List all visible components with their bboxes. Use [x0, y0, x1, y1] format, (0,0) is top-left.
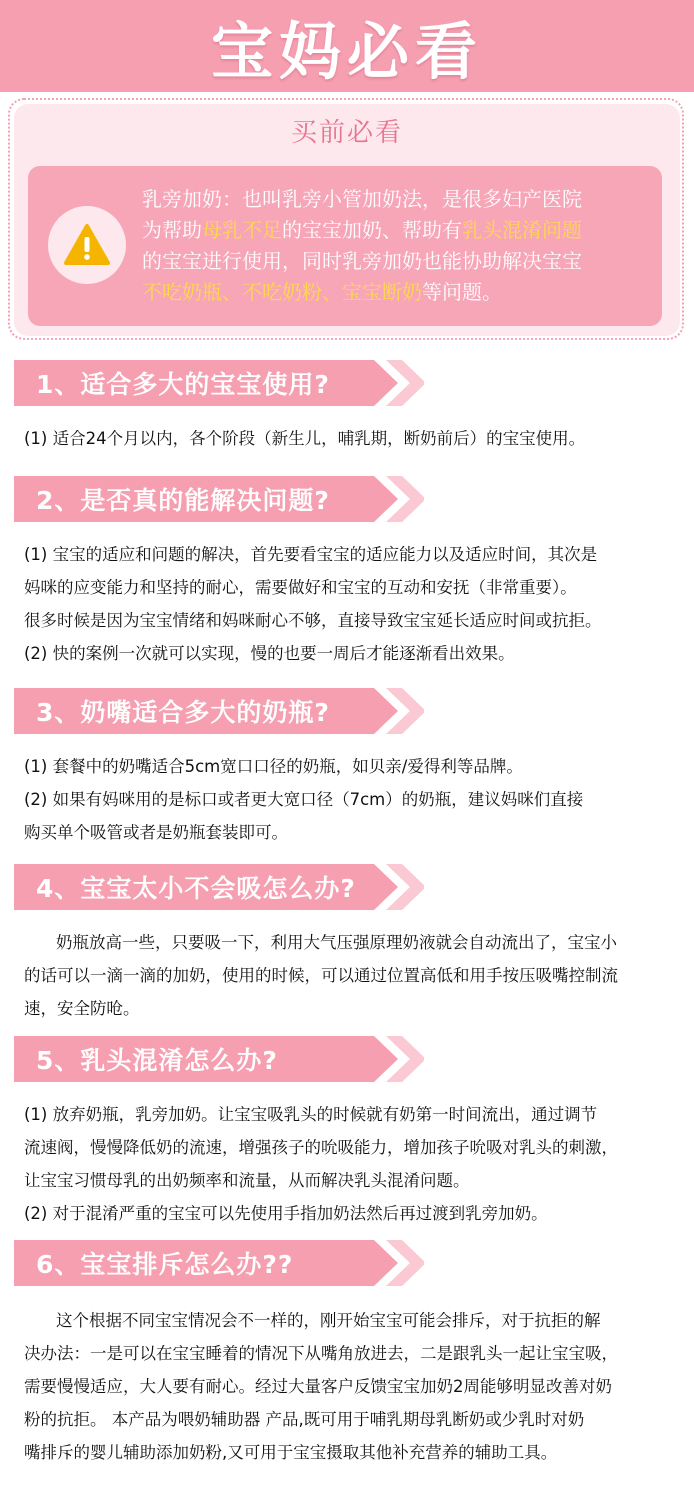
body-line: (1) 放弃奶瓶，乳旁加奶。让宝宝吸乳头的时候就有奶第一时间流出，通过调节: [24, 1105, 598, 1124]
section-title: 3、奶嘴适合多大的奶瓶?: [36, 698, 330, 727]
body-line: (1) 宝宝的适应和问题的解决，首先要看宝宝的适应能力以及适应时间，其次是: [24, 545, 598, 564]
section-header: [14, 688, 414, 734]
body-line: 需要慢慢适应，大人要有耐心。经过大量客户反馈宝宝加奶2周能够明显改善对奶: [24, 1377, 612, 1396]
body-line: 让宝宝习惯母乳的出奶频率和流量，从而解决乳头混淆问题。: [24, 1171, 470, 1190]
notice-line: 乳旁加奶：也叫乳旁小管加奶法，是很多妇产医院: [142, 187, 582, 211]
section-header: [14, 1240, 414, 1286]
section-body: [24, 926, 676, 1025]
notice-text: [142, 184, 642, 308]
notice-line: 的宝宝进行使用，同时乳旁加奶也能协助解决宝宝: [142, 249, 582, 273]
page-title: 宝妈必看: [210, 14, 483, 88]
section-header: [14, 476, 414, 522]
body-line: 的话可以一滴一滴的加奶，使用的时候，可以通过位置高低和用手按压吸嘴控制流: [24, 966, 618, 985]
body-line: 这个根据不同宝宝情况会不一样的，刚开始宝宝可能会排斥，对于抗拒的解: [56, 1311, 601, 1330]
highlight-text: 乳头混淆问题: [462, 218, 582, 242]
warning-icon: [48, 206, 126, 284]
notice-line: 为帮助母乳不足的宝宝加奶、帮助有乳头混淆问题: [142, 218, 582, 242]
section-title: 4、宝宝太小不会吸怎么办?: [36, 874, 356, 903]
highlight-text: 不吃奶瓶、不吃奶粉、宝宝断奶: [142, 280, 422, 304]
section-body: [24, 538, 676, 670]
body-line: (1) 套餐中的奶嘴适合5cm宽口口径的奶瓶，如贝亲/爱得利等品牌。: [24, 757, 523, 776]
section-body: [24, 1304, 676, 1469]
notice-line: 不吃奶瓶、不吃奶粉、宝宝断奶等问题。: [142, 280, 502, 304]
body-line: 速，安全防呛。: [24, 999, 140, 1018]
section-body: [24, 422, 676, 455]
body-line: 购买单个吸管或者是奶瓶套装即可。: [24, 823, 288, 842]
page-banner: [0, 0, 694, 92]
body-line: 粉的抗拒。 本产品为喂奶辅助器 产品,既可用于哺乳期母乳断奶或少乳时对奶: [24, 1410, 585, 1429]
section-header: [14, 360, 414, 406]
body-line: (2) 对于混淆严重的宝宝可以先使用手指加奶法然后再过渡到乳旁加奶。: [24, 1204, 548, 1223]
section-body: [24, 1098, 676, 1230]
body-line: (1) 适合24个月以内，各个阶段（新生儿，哺乳期，断奶前后）的宝宝使用。: [24, 429, 586, 448]
body-line: 妈咪的应变能力和坚持的耐心，需要做好和宝宝的互动和安抚（非常重要）。: [24, 578, 577, 597]
highlight-text: 母乳不足: [202, 218, 282, 242]
body-line: 很多时候是因为宝宝情绪和妈咪耐心不够，直接导致宝宝延长适应时间或抗拒。: [24, 611, 602, 630]
section-title: 1、适合多大的宝宝使用?: [36, 370, 330, 399]
body-line: (2) 如果有妈咪用的是标口或者更大宽口径（7cm）的奶瓶，建议妈咪们直接: [24, 790, 584, 809]
section-header: [14, 864, 414, 910]
body-line: 奶瓶放高一些，只要吸一下，利用大气压强原理奶液就会自动流出了，宝宝小: [56, 933, 617, 952]
section-title: 6、宝宝排斥怎么办??: [36, 1250, 294, 1279]
section-body: [24, 750, 676, 849]
section-title: 5、乳头混淆怎么办?: [36, 1046, 278, 1075]
section-title: 2、是否真的能解决问题?: [36, 486, 330, 515]
body-line: 流速阀，慢慢降低奶的流速，增强孩子的吮吸能力，增加孩子吮吸对乳头的刺激，: [24, 1138, 618, 1157]
body-line: 嘴排斥的婴儿辅助添加奶粉,又可用于宝宝摄取其他补充营养的辅助工具。: [24, 1443, 558, 1462]
body-line: 决办法：一是可以在宝宝睡着的情况下从嘴角放进去，二是跟乳头一起让宝宝吸，: [24, 1344, 618, 1363]
section-header: [14, 1036, 414, 1082]
body-line: (2) 快的案例一次就可以实现，慢的也要一周后才能逐渐看出效果。: [24, 644, 515, 663]
notice-card-title: 买前必看: [290, 118, 403, 148]
